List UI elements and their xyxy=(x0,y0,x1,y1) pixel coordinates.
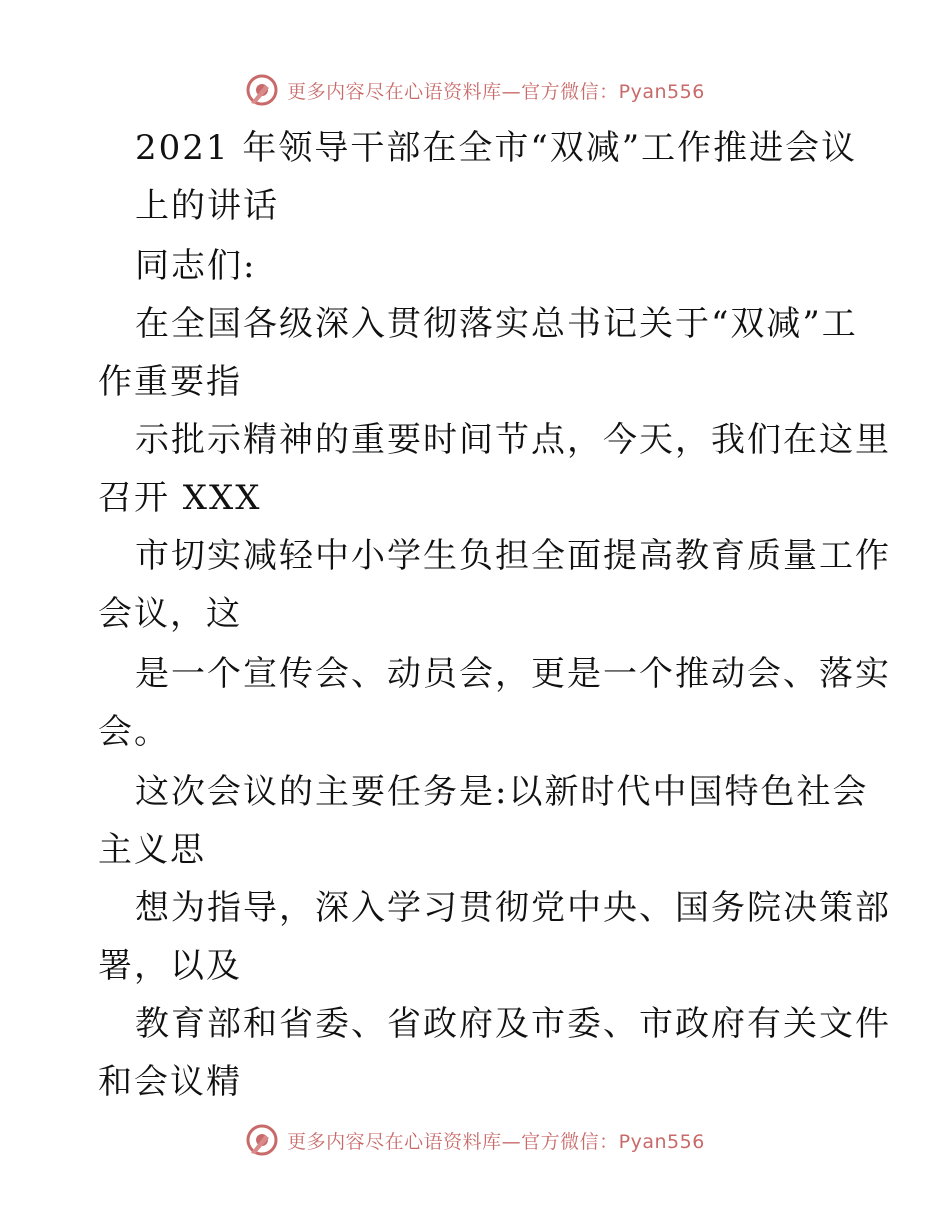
text-line: 2021 年领导干部在全市“双减”工作推进会议 xyxy=(135,128,858,168)
text-line: 想为指导，深入学习贯彻党中央、国务院决策部 xyxy=(135,888,891,928)
watermark-text: 更多内容尽在心语资料库—官方微信：Pyan556 xyxy=(287,80,705,103)
text-line: 会议，这 xyxy=(98,594,242,634)
text-line: 和会议精 xyxy=(98,1062,242,1102)
text-line: 市切实减轻中小学生负担全面提高教育质量工作 xyxy=(135,536,891,576)
footer-watermark xyxy=(0,1120,950,1160)
text-line: 教育部和省委、省政府及市委、市政府有关文件 xyxy=(135,1004,891,1044)
watermark-text: 更多内容尽在心语资料库—官方微信：Pyan556 xyxy=(287,1130,705,1153)
text-line: 作重要指 xyxy=(98,362,242,402)
text-line: 这次会议的主要任务是:以新时代中国特色社会 xyxy=(135,772,869,812)
text-line: 召开 XXX xyxy=(98,478,262,518)
pen-logo-icon xyxy=(245,1123,279,1157)
text-line: 是一个宣传会、动员会，更是一个推动会、落实 xyxy=(135,654,891,694)
text-line: 主义思 xyxy=(98,830,206,870)
text-line: 在全国各级深入贯彻落实总书记关于“双减”工 xyxy=(135,304,858,344)
text-line: 示批示精神的重要时间节点，今天，我们在这里 xyxy=(135,420,891,460)
text-line: 同志们: xyxy=(135,246,257,286)
text-line: 署，以及 xyxy=(98,946,242,986)
text-line: 会。 xyxy=(98,712,170,752)
text-line: 上的讲话 xyxy=(135,186,279,226)
